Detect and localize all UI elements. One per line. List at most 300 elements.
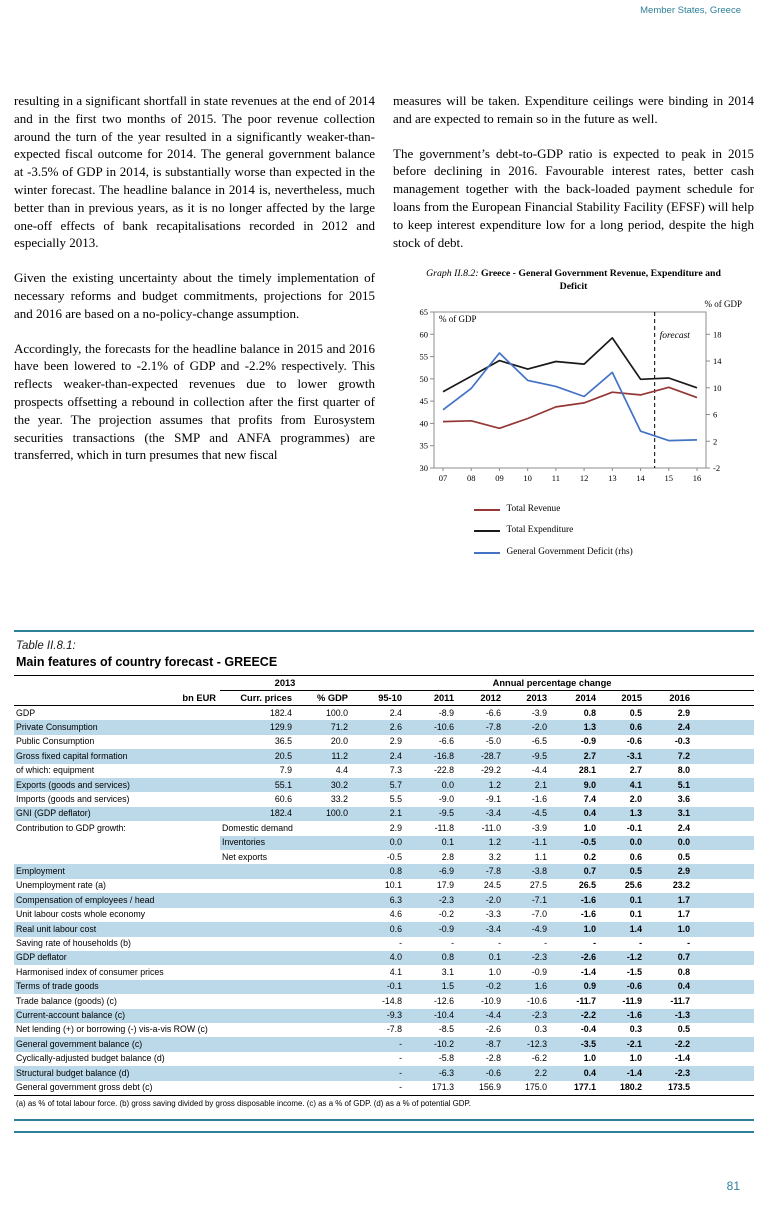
cell-value: 10.1 bbox=[384, 880, 402, 891]
cell-value: 6.3 bbox=[352, 893, 406, 907]
cell-curr-prices: 129.9 bbox=[220, 720, 296, 734]
cell-value: - bbox=[352, 1037, 406, 1051]
table-row bbox=[14, 735, 754, 749]
cell-value: 0.4 bbox=[646, 980, 694, 994]
cell-curr-prices bbox=[220, 1037, 296, 1051]
body-columns bbox=[14, 92, 754, 566]
chart-element: 15 bbox=[664, 472, 673, 483]
cell-value: 1.3 bbox=[551, 720, 600, 734]
cell-pct-gdp bbox=[296, 922, 352, 936]
cell-pct-gdp bbox=[296, 980, 352, 994]
cell-value: 175.0 bbox=[524, 1082, 547, 1093]
cell-filler bbox=[694, 1081, 754, 1096]
cell-value: -1.4 bbox=[674, 1053, 690, 1064]
cell-value: 2.4 bbox=[677, 822, 690, 833]
cell-pct-gdp bbox=[296, 1023, 352, 1037]
cell-value: 2.1 bbox=[352, 807, 406, 821]
row-label: Net lending (+) or borrowing (-) vis-a-vis ROW (c) bbox=[16, 1024, 208, 1035]
cell-curr-prices: 7.9 bbox=[279, 765, 292, 776]
divider bbox=[14, 1131, 754, 1133]
table-row bbox=[14, 980, 754, 994]
cell-filler bbox=[694, 1023, 754, 1037]
row-label: Structural budget balance (d) bbox=[14, 1066, 220, 1080]
legend-swatch bbox=[474, 530, 500, 532]
cell-filler bbox=[694, 850, 754, 864]
cell-value: 1.1 bbox=[534, 851, 547, 862]
cell-filler bbox=[694, 864, 754, 878]
chart-element: 45 bbox=[419, 395, 428, 406]
cell-curr-prices bbox=[220, 864, 296, 878]
row-label: Trade balance (goods) (c) bbox=[16, 995, 117, 1006]
cell-value: -2.3 bbox=[646, 1066, 694, 1080]
cell-pct-gdp: 20.0 bbox=[330, 736, 348, 747]
chart-element: 50 bbox=[419, 373, 428, 384]
row-sub-label: Inventories bbox=[220, 836, 352, 850]
row-label: GDP deflator bbox=[14, 951, 220, 965]
col-header-2013: 2013 bbox=[505, 691, 551, 706]
deficit-line bbox=[443, 353, 697, 441]
cell-value: 1.0 bbox=[488, 966, 501, 977]
cell-value: 1.5 bbox=[406, 980, 458, 994]
chart-element: forecast bbox=[659, 330, 690, 341]
cell-value: -9.5 bbox=[406, 807, 458, 821]
cell-curr-prices bbox=[220, 879, 296, 893]
cell-value: 23.2 bbox=[672, 880, 690, 891]
cell-curr-prices bbox=[220, 1052, 296, 1066]
chart-element: 55 bbox=[419, 351, 428, 362]
cell-filler bbox=[694, 908, 754, 922]
cell-value: 7.3 bbox=[389, 765, 402, 776]
cell-value: 5.5 bbox=[389, 793, 402, 804]
table-title: Main features of country forecast - GREECE bbox=[16, 655, 278, 669]
cell-value: 2.4 bbox=[389, 707, 402, 718]
cell-value: -10.2 bbox=[406, 1037, 458, 1051]
cell-value: -0.2 bbox=[458, 980, 505, 994]
cell-value: 1.0 bbox=[646, 922, 694, 936]
expenditure-line bbox=[443, 338, 697, 392]
cell-value: -1.1 bbox=[505, 836, 551, 850]
cell-value: 2.0 bbox=[629, 793, 642, 804]
cell-pct-gdp: 100.0 bbox=[296, 807, 352, 821]
cell-value: -3.5 bbox=[551, 1037, 600, 1051]
chart-element: 65 bbox=[419, 306, 428, 317]
cell-value: 156.9 bbox=[478, 1082, 501, 1093]
cell-value: -1.4 bbox=[600, 1066, 646, 1080]
cell-pct-gdp bbox=[296, 1081, 352, 1096]
group-header-annual-change: Annual percentage change bbox=[352, 676, 754, 691]
cell-value: -9.0 bbox=[438, 793, 454, 804]
chart-block bbox=[393, 268, 754, 562]
cell-filler bbox=[694, 1052, 754, 1066]
table-row bbox=[14, 836, 754, 850]
cell-value: -7.8 bbox=[458, 720, 505, 734]
paragraph: The government’s debt-to-GDP ratio is expected to peak in 2015 before declining in 2016. Favourable interest rates, better cash management together with the back-loaded payment schedule for loans from the European Financial Stability Facility (EFSF) will help to keep interest expenditure low for a long period, despite the high stock of debt. bbox=[393, 145, 754, 250]
row-label: Exports (goods and services) bbox=[14, 778, 220, 792]
cell-value: 1.7 bbox=[677, 909, 690, 920]
cell-value: -2.3 bbox=[505, 1009, 551, 1023]
table-row bbox=[14, 893, 754, 907]
group-header-2013: 2013 bbox=[220, 676, 352, 691]
table-row bbox=[14, 764, 754, 778]
cell-pct-gdp bbox=[296, 1037, 352, 1051]
table-row bbox=[14, 879, 754, 893]
cell-value: -3.9 bbox=[531, 822, 547, 833]
cell-filler bbox=[694, 749, 754, 763]
cell-value: - bbox=[639, 938, 642, 948]
cell-value: 1.6 bbox=[505, 980, 551, 994]
cell-value: 0.8 bbox=[677, 966, 690, 977]
table-row bbox=[14, 864, 754, 878]
row-label: Unemployment rate (a) bbox=[16, 880, 106, 891]
cell-value: 2.9 bbox=[389, 736, 402, 747]
cell-curr-prices: 55.1 bbox=[220, 778, 296, 792]
col-header-curr-prices: Curr. prices bbox=[220, 691, 296, 706]
left-column bbox=[14, 92, 375, 566]
chart-area bbox=[393, 296, 754, 497]
cell-value: -11.8 bbox=[434, 822, 454, 833]
cell-pct-gdp: 11.2 bbox=[296, 749, 352, 763]
legend-item bbox=[474, 544, 674, 562]
cell-value: - bbox=[399, 1082, 402, 1093]
cell-value: -8.5 bbox=[438, 1024, 454, 1035]
line-chart bbox=[404, 296, 744, 492]
cell-value: 4.1 bbox=[389, 966, 402, 977]
cell-value: -6.5 bbox=[531, 736, 547, 747]
row-label bbox=[14, 836, 220, 850]
cell-value: 3.1 bbox=[441, 966, 454, 977]
cell-value: 1.7 bbox=[646, 893, 694, 907]
col-header-95-10: 95-10 bbox=[352, 691, 406, 706]
cell-value: 0.7 bbox=[646, 951, 694, 965]
cell-value: 2.9 bbox=[389, 822, 402, 833]
cell-curr-prices: 182.4 bbox=[220, 807, 296, 821]
cell-value: -2.3 bbox=[406, 893, 458, 907]
cell-pct-gdp bbox=[296, 937, 352, 951]
chart-element: 11 bbox=[551, 472, 560, 483]
table-row bbox=[14, 749, 754, 763]
cell-curr-prices bbox=[220, 922, 296, 936]
paragraph: Accordingly, the forecasts for the headline balance in 2015 and 2016 have been lowered to -2.1% of GDP and -2.2% respectively. This reflects weaker-than-expected revenues due to lower growth prospects offsetting a rebound in collection after the first quarter of the year. The projection assumes that profits from Eurosystem securities transactions (the SMP and ANFA programmes) are transferred, which in turn presumes that new fiscal bbox=[14, 340, 375, 463]
legend-label: Total Expenditure bbox=[506, 525, 574, 536]
cell-filler bbox=[694, 922, 754, 936]
cell-value: - bbox=[352, 1066, 406, 1080]
chart-element: 08 bbox=[466, 472, 475, 483]
cell-curr-prices bbox=[220, 1081, 296, 1096]
cell-value: 2.2 bbox=[505, 1066, 551, 1080]
cell-value: 17.9 bbox=[436, 880, 454, 891]
cell-pct-gdp: 71.2 bbox=[296, 720, 352, 734]
cell-value: 0.0 bbox=[352, 836, 406, 850]
cell-value: -6.6 bbox=[438, 736, 454, 747]
cell-value: -0.9 bbox=[531, 966, 547, 977]
table-row bbox=[14, 821, 754, 835]
col-header-2015: 2015 bbox=[600, 691, 646, 706]
cell-filler bbox=[694, 836, 754, 850]
cell-filler bbox=[694, 807, 754, 821]
cell-value: -0.5 bbox=[386, 851, 402, 862]
cell-value: -1.6 bbox=[551, 893, 600, 907]
cell-value: -4.5 bbox=[505, 807, 551, 821]
cell-pct-gdp bbox=[296, 879, 352, 893]
cell-value: 5.1 bbox=[646, 778, 694, 792]
table-row bbox=[14, 951, 754, 965]
legend-swatch bbox=[474, 509, 500, 511]
cell-value: -0.3 bbox=[674, 736, 690, 747]
col-header-2016: 2016 bbox=[646, 691, 694, 706]
cell-value: 28.1 bbox=[578, 765, 596, 776]
cell-value: -2.6 bbox=[485, 1024, 501, 1035]
row-label: Gross fixed capital formation bbox=[14, 749, 220, 763]
legend-label: Total Revenue bbox=[506, 503, 561, 514]
row-label: Private Consumption bbox=[14, 720, 220, 734]
cell-value: -11.9 bbox=[622, 995, 642, 1006]
table-row bbox=[14, 1009, 754, 1023]
col-header-bn-eur: bn EUR bbox=[14, 691, 220, 706]
row-label: GDP bbox=[16, 707, 36, 718]
cell-value: 0.8 bbox=[406, 951, 458, 965]
table-row bbox=[14, 850, 754, 864]
table-row bbox=[14, 1037, 754, 1051]
cell-value: -2.2 bbox=[646, 1037, 694, 1051]
cell-value: 1.4 bbox=[600, 922, 646, 936]
cell-curr-prices bbox=[220, 980, 296, 994]
cell-value: 3.1 bbox=[646, 807, 694, 821]
row-label: Cyclically-adjusted budget balance (d) bbox=[16, 1053, 165, 1064]
cell-value: -5.0 bbox=[485, 736, 501, 747]
chart-title bbox=[424, 268, 724, 293]
cell-value: -6.9 bbox=[406, 864, 458, 878]
cell-value: 1.0 bbox=[629, 1053, 642, 1064]
cell-value: 0.8 bbox=[583, 707, 596, 718]
cell-value: -9.5 bbox=[505, 749, 551, 763]
cell-value: -3.4 bbox=[458, 807, 505, 821]
forecast-table bbox=[14, 675, 754, 1096]
row-label: Imports (goods and services) bbox=[16, 793, 130, 804]
cell-value: 3.2 bbox=[488, 851, 501, 862]
cell-value: 2.4 bbox=[646, 720, 694, 734]
cell-value: 0.7 bbox=[551, 864, 600, 878]
empty-header-cell bbox=[14, 676, 220, 691]
cell-filler bbox=[694, 879, 754, 893]
table-row bbox=[14, 1066, 754, 1080]
cell-value: 2.7 bbox=[629, 765, 642, 776]
cell-value: 0.2 bbox=[583, 851, 596, 862]
cell-value: 2.9 bbox=[677, 707, 690, 718]
cell-value: -9.3 bbox=[352, 1009, 406, 1023]
row-label bbox=[14, 850, 220, 864]
cell-value: 0.1 bbox=[629, 909, 642, 920]
right-column bbox=[393, 92, 754, 566]
cell-value: 8.0 bbox=[677, 765, 690, 776]
cell-value: -11.7 bbox=[576, 995, 596, 1006]
revenue-line bbox=[443, 387, 697, 428]
cell-value: - bbox=[593, 938, 596, 948]
chart-element: 12 bbox=[579, 472, 588, 483]
cell-value: -2.0 bbox=[458, 893, 505, 907]
cell-value: 180.2 bbox=[619, 1082, 642, 1093]
cell-value: -8.9 bbox=[438, 707, 454, 718]
cell-filler bbox=[694, 720, 754, 734]
legend-item bbox=[474, 501, 674, 519]
cell-value: -6.3 bbox=[406, 1066, 458, 1080]
cell-value: - bbox=[498, 938, 501, 948]
row-label: Harmonised index of consumer prices bbox=[16, 966, 164, 977]
cell-value: 4.0 bbox=[352, 951, 406, 965]
table-row bbox=[14, 706, 754, 721]
cell-value: 27.5 bbox=[529, 880, 547, 891]
cell-pct-gdp bbox=[296, 864, 352, 878]
chart-element: 40 bbox=[419, 418, 428, 429]
cell-value: -9.1 bbox=[485, 793, 501, 804]
chart-element: % of GDP bbox=[438, 313, 476, 324]
chart-element: -2 bbox=[712, 462, 720, 473]
cell-value: 0.3 bbox=[629, 1024, 642, 1035]
row-sub-label: Domestic demand bbox=[222, 822, 293, 833]
col-header-2014: 2014 bbox=[551, 691, 600, 706]
cell-value: -0.9 bbox=[580, 736, 596, 747]
cell-value: 0.6 bbox=[352, 922, 406, 936]
cell-value: -0.1 bbox=[626, 822, 642, 833]
cell-value: 2.9 bbox=[646, 864, 694, 878]
cell-value: 1.0 bbox=[583, 1053, 596, 1064]
col-header-2011: 2011 bbox=[406, 691, 458, 706]
cell-value: -1.3 bbox=[646, 1009, 694, 1023]
cell-value: -3.3 bbox=[485, 909, 501, 920]
cell-value: 0.9 bbox=[551, 980, 600, 994]
chart-element: 13 bbox=[607, 472, 617, 483]
cell-value: -7.0 bbox=[531, 909, 547, 920]
paragraph: resulting in a significant shortfall in state revenues at the end of 2014 and in the first two months of 2015. The poor revenue collection around the turn of the year resulted in a significantly weaker-than-expected fiscal outcome for 2014. The general government balance at -3.5% of GDP in 2014, is substantially worse than expected in the winter forecast. The headline balance in 2014 is, nevertheless, much better than in previous years, as it is no longer affected by the large one-off effects of bank recapitalisations recorded in 2012 and especially 2013. bbox=[14, 93, 375, 251]
cell-curr-prices: 60.6 bbox=[274, 793, 292, 804]
row-label: Public Consumption bbox=[16, 736, 95, 747]
row-sub-label: Net exports bbox=[222, 851, 267, 862]
row-label: General government balance (c) bbox=[14, 1037, 220, 1051]
cell-value: -1.6 bbox=[531, 793, 547, 804]
cell-value: 0.5 bbox=[677, 851, 690, 862]
table-row bbox=[14, 807, 754, 821]
cell-value: 177.1 bbox=[573, 1082, 596, 1093]
cell-value: 0.6 bbox=[629, 851, 642, 862]
cell-value: 4.6 bbox=[389, 909, 402, 920]
table-caption: Table II.8.1: bbox=[16, 640, 76, 652]
cell-value: 26.5 bbox=[578, 880, 596, 891]
cell-value: 0.1 bbox=[600, 893, 646, 907]
cell-value: 2.6 bbox=[352, 720, 406, 734]
cell-value: 4.1 bbox=[600, 778, 646, 792]
cell-value: 173.5 bbox=[667, 1082, 690, 1093]
table-row bbox=[14, 965, 754, 979]
cell-filler bbox=[694, 1066, 754, 1080]
cell-value: 1.2 bbox=[458, 836, 505, 850]
row-label: GNI (GDP deflator) bbox=[14, 807, 220, 821]
legend-label: General Government Deficit (rhs) bbox=[506, 547, 633, 558]
cell-value: -1.2 bbox=[600, 951, 646, 965]
cell-value: -0.4 bbox=[580, 1024, 596, 1035]
table-row bbox=[14, 937, 754, 951]
cell-value: - bbox=[399, 938, 402, 948]
cell-value: -3.4 bbox=[458, 922, 505, 936]
cell-value: 24.5 bbox=[483, 880, 501, 891]
cell-value: -0.5 bbox=[551, 836, 600, 850]
cell-value: 2.1 bbox=[505, 778, 551, 792]
cell-value: -2.2 bbox=[551, 1009, 600, 1023]
cell-value: -1.4 bbox=[580, 966, 596, 977]
legend-swatch bbox=[474, 552, 500, 554]
cell-curr-prices bbox=[220, 1023, 296, 1037]
chart-element: % of GDP bbox=[704, 298, 742, 309]
cell-value: -10.6 bbox=[406, 720, 458, 734]
cell-value: -8.7 bbox=[458, 1037, 505, 1051]
cell-value: -4.9 bbox=[505, 922, 551, 936]
cell-pct-gdp bbox=[296, 965, 352, 979]
cell-value: -22.8 bbox=[433, 765, 454, 776]
cell-value: -2.3 bbox=[505, 951, 551, 965]
cell-value: -16.8 bbox=[406, 749, 458, 763]
col-header-pct-gdp: % GDP bbox=[296, 691, 352, 706]
cell-value: 0.3 bbox=[534, 1024, 547, 1035]
row-label: Employment bbox=[14, 864, 220, 878]
cell-filler bbox=[694, 1037, 754, 1051]
cell-filler bbox=[694, 735, 754, 749]
divider bbox=[14, 630, 754, 632]
cell-filler bbox=[694, 706, 754, 721]
cell-value: 1.2 bbox=[458, 778, 505, 792]
table-row bbox=[14, 994, 754, 1008]
table-row bbox=[14, 1052, 754, 1066]
cell-value: -3.1 bbox=[600, 749, 646, 763]
row-label: Unit labour costs whole economy bbox=[16, 909, 146, 920]
cell-value: - bbox=[687, 938, 690, 948]
cell-filler bbox=[694, 1009, 754, 1023]
cell-value: 0.4 bbox=[551, 1066, 600, 1080]
cell-value: -7.8 bbox=[386, 1024, 402, 1035]
chart-legend bbox=[474, 501, 674, 562]
chart-element: 14 bbox=[635, 472, 645, 483]
cell-value: -29.2 bbox=[480, 765, 501, 776]
cell-curr-prices: 36.5 bbox=[274, 736, 292, 747]
chart-element: 10 bbox=[712, 382, 721, 393]
cell-value: - bbox=[451, 938, 454, 948]
running-header: Member States, Greece bbox=[640, 5, 741, 16]
cell-value: -3.8 bbox=[505, 864, 551, 878]
cell-curr-prices bbox=[220, 908, 296, 922]
cell-value: -2.0 bbox=[505, 720, 551, 734]
cell-value: -1.5 bbox=[626, 966, 642, 977]
cell-value: -1.6 bbox=[600, 1009, 646, 1023]
cell-filler bbox=[694, 965, 754, 979]
cell-pct-gdp bbox=[296, 1066, 352, 1080]
cell-value: 0.5 bbox=[629, 707, 642, 718]
cell-value: 0.4 bbox=[551, 807, 600, 821]
cell-value: -10.4 bbox=[406, 1009, 458, 1023]
paragraph: Given the existing uncertainty about the timely implementation of necessary reforms and budget commitments, projections for 2015 and 2016 are based on a no-policy-change assumption. bbox=[14, 270, 375, 321]
cell-value: -12.6 bbox=[433, 995, 454, 1006]
cell-pct-gdp bbox=[296, 908, 352, 922]
cell-value: 0.1 bbox=[406, 836, 458, 850]
cell-value: -0.6 bbox=[458, 1066, 505, 1080]
cell-value: 2.7 bbox=[551, 749, 600, 763]
chart-element: 07 bbox=[438, 472, 447, 483]
cell-value: -4.4 bbox=[458, 1009, 505, 1023]
cell-value: - bbox=[399, 1053, 402, 1064]
chart-element: 18 bbox=[712, 329, 721, 340]
divider bbox=[14, 1119, 754, 1121]
cell-curr-prices bbox=[220, 893, 296, 907]
cell-curr-prices: 20.5 bbox=[220, 749, 296, 763]
row-label: Real unit labour cost bbox=[14, 922, 220, 936]
cell-value: 1.0 bbox=[551, 922, 600, 936]
chart-element: 60 bbox=[419, 329, 428, 340]
